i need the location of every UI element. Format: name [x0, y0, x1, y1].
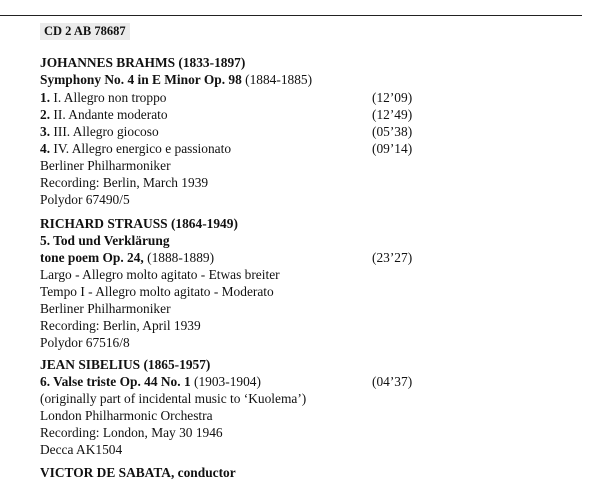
track-title: I. Allegro non troppo [50, 90, 167, 105]
sibelius-orchestra: London Philharmonic Orchestra [40, 408, 213, 423]
brahms-work-years: (1884-1885) [241, 72, 313, 87]
catalog-number: CD 2 AB 78687 [40, 23, 130, 40]
track-number: 3. [40, 124, 51, 139]
conductor-credit [40, 465, 236, 481]
strauss-section: Tempo I - Allegro molto agitato - Moderato [40, 284, 274, 299]
brahms-track [40, 124, 159, 140]
conductor-name: VICTOR DE SABATA [40, 465, 171, 480]
brahms-work [40, 72, 312, 88]
brahms-label: Polydor 67490/5 [40, 192, 130, 207]
strauss-recording: Recording: Berlin, April 1939 [40, 318, 201, 333]
brahms-composer: JOHANNES BRAHMS (1833-1897) [40, 55, 246, 70]
conductor-role: , conductor [170, 465, 236, 480]
brahms-orchestra: Berliner Philharmoniker [40, 158, 171, 173]
strauss-work-title: 5. Tod und Verklärung [40, 233, 170, 248]
sibelius-note: (originally part of incidental music to ‘Kuolema’) [40, 391, 307, 406]
strauss-work-years: (1888-1889) [143, 250, 215, 265]
track-title: III. Allegro giocoso [50, 124, 159, 139]
track-title: IV. Allegro energico e passionato [50, 141, 232, 156]
sibelius-work-years: (1903-1904) [190, 374, 261, 389]
brahms-track [40, 107, 168, 123]
track-title: II. Andante moderato [50, 107, 168, 122]
track-number: 2. [40, 107, 51, 122]
strauss-work-subtitle: tone poem Op. 24, [40, 250, 144, 265]
track-duration: (09’14) [372, 141, 413, 156]
track-duration: (05’38) [372, 124, 413, 139]
sibelius-composer: JEAN SIBELIUS (1865-1957) [40, 357, 211, 372]
strauss-orchestra: Berliner Philharmoniker [40, 301, 171, 316]
brahms-recording: Recording: Berlin, March 1939 [40, 175, 209, 190]
strauss-section: Largo - Allegro molto agitato - Etwas breiter [40, 267, 280, 282]
top-rule [0, 15, 582, 16]
sibelius-recording: Recording: London, May 30 1946 [40, 425, 223, 440]
sibelius-work-title: 6. Valse triste Op. 44 No. 1 [40, 374, 191, 389]
brahms-track [40, 90, 166, 106]
track-number: 1. [40, 90, 51, 105]
brahms-work-title: Symphony No. 4 in E Minor Op. 98 [40, 72, 242, 87]
strauss-composer: RICHARD STRAUSS (1864-1949) [40, 216, 238, 231]
sibelius-duration: (04’37) [372, 374, 413, 389]
strauss-label: Polydor 67516/8 [40, 335, 130, 350]
track-number: 4. [40, 141, 51, 156]
track-duration: (12’09) [372, 90, 413, 105]
strauss-duration: (23’27) [372, 250, 413, 265]
strauss-work [40, 250, 214, 266]
track-duration: (12’49) [372, 107, 413, 122]
sibelius-work [40, 374, 261, 390]
brahms-track [40, 141, 231, 157]
sibelius-label: Decca AK1504 [40, 442, 123, 457]
